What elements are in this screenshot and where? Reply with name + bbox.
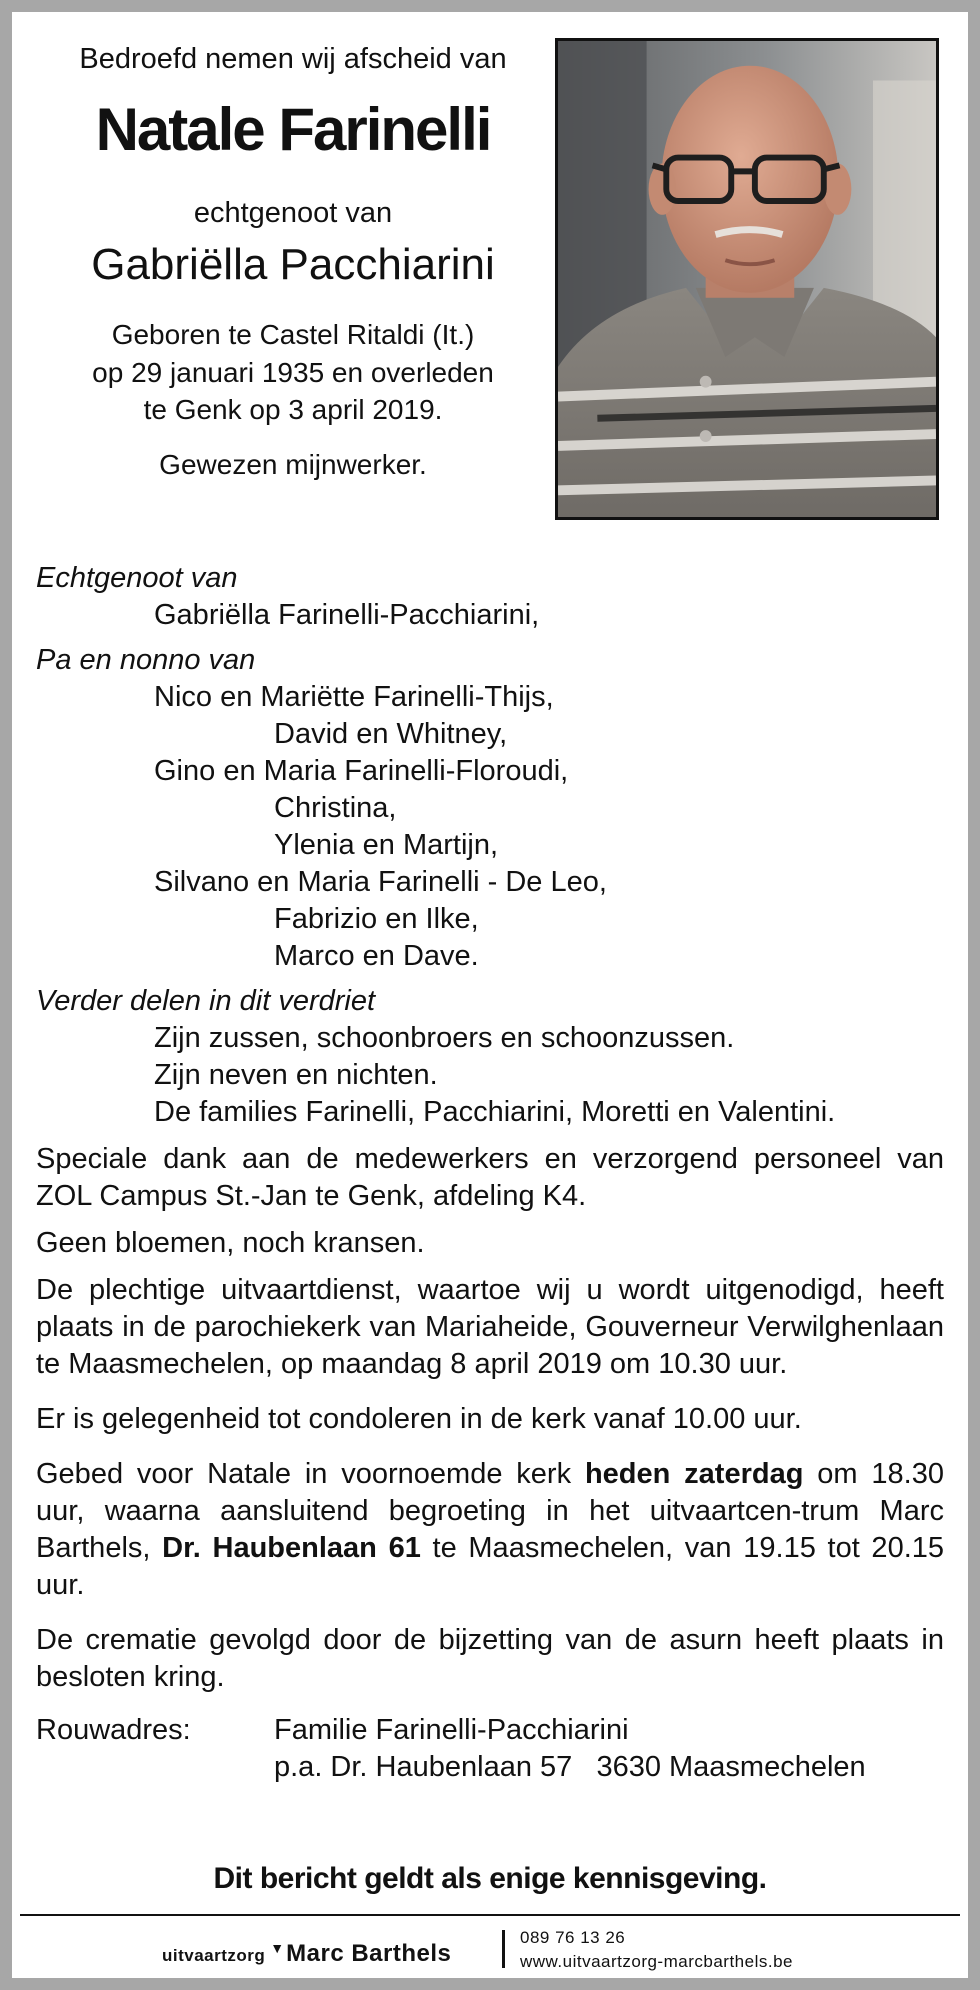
address-line: Familie Farinelli-Pacchiarini xyxy=(274,1714,629,1746)
closing-statement: Dit bericht geldt als enige kennisgeving. xyxy=(213,1862,767,1895)
funeral-home-logo xyxy=(162,1940,451,1968)
thanks-text: Speciale dank aan de medewerkers en verzorgend personeel van ZOL Campus St.-Jan te Genk, afdeling K4. xyxy=(36,1143,944,1212)
deceased-name: Natale Farinelli xyxy=(95,95,491,163)
address-lines xyxy=(274,1712,866,1786)
mourning-address xyxy=(36,1712,944,1786)
spouse-full-name: Gabriëlla Farinelli-Pacchiarini, xyxy=(154,599,540,631)
prayer-part: om 18.30 uur, waarna aansluitend begroeting in het uitvaartcen-trum Marc Barthels, xyxy=(36,1458,944,1564)
grandchild: Marco en Dave. xyxy=(274,940,479,972)
grandchild: Ylenia en Martijn, xyxy=(274,829,499,861)
header-block xyxy=(42,42,544,481)
other-relatives: Zijn neven en nichten. xyxy=(154,1059,438,1091)
prayer-part: te Maasmechelen, van 19.15 tot 20.15 uur. xyxy=(36,1532,945,1601)
address-line: p.a. Dr. Haubenlaan 57 3630 Maasmechelen xyxy=(274,1751,866,1783)
other-relatives: Zijn zussen, schoonbroers en schoonzussen. xyxy=(154,1022,735,1054)
prayer-address: Dr. Haubenlaan 61 xyxy=(162,1532,421,1564)
footer-separator xyxy=(502,1930,505,1968)
children-heading: Pa en nonno van xyxy=(36,644,256,676)
spouse-name: Gabriëlla Pacchiarini xyxy=(91,239,495,289)
flowers-text: Geen bloemen, noch kransen. xyxy=(36,1227,425,1259)
phone-number: 089 76 13 26 xyxy=(520,1928,626,1947)
birth-line: Geboren te Castel Ritaldi (It.) xyxy=(111,318,475,350)
portrait-photo xyxy=(555,38,939,520)
brand-name: Marc Barthels xyxy=(286,1940,452,1967)
birth-line: op 29 januari 1935 en overleden xyxy=(92,356,494,388)
portrait-image xyxy=(558,41,936,517)
obituary-card xyxy=(12,12,968,1978)
prayer-part: Gebed voor Natale in voornoemde kerk xyxy=(36,1458,585,1490)
prayer-text xyxy=(36,1456,944,1604)
condolence-text: Er is gelegenheid tot condoleren in de kerk vanaf 10.00 uur. xyxy=(36,1403,802,1435)
address-label: Rouwadres: xyxy=(36,1714,191,1746)
obituary-body xyxy=(36,560,944,1786)
grandchild: David en Whitney, xyxy=(274,718,508,750)
spouse-heading: Echtgenoot van xyxy=(36,562,238,594)
other-relatives: De families Farinelli, Pacchiarini, Moretti en Valentini. xyxy=(154,1096,836,1128)
contact-info xyxy=(520,1926,793,1974)
child-couple: Nico en Mariëtte Farinelli-Thijs, xyxy=(154,681,554,713)
arrow-down-icon: ▼ xyxy=(270,1940,285,1956)
service-text: De plechtige uitvaartdienst, waartoe wij u wordt uitgenodigd, heeft plaats in de parochiekerk van Mariaheide, Gouverneur Verwilghenlaan te Maasmechelen, op maandag 8 april 2019 om 10.30 uur. xyxy=(36,1274,944,1380)
child-couple: Gino en Maria Farinelli-Floroudi, xyxy=(154,755,569,787)
grandchild: Christina, xyxy=(274,792,397,824)
cremation-text: De crematie gevolgd door de bijzetting van de asurn heeft plaats in besloten kring. xyxy=(36,1624,944,1693)
birth-details xyxy=(42,316,544,429)
child-couple: Silvano en Maria Farinelli - De Leo, xyxy=(154,866,607,898)
intro-text: Bedroefd nemen wij afscheid van xyxy=(79,43,507,75)
spouse-label: echtgenoot van xyxy=(193,196,393,229)
birth-line: te Genk op 3 april 2019. xyxy=(143,394,443,426)
others-heading: Verder delen in dit verdriet xyxy=(36,985,376,1017)
grandchild: Fabrizio en Ilke, xyxy=(274,903,479,935)
profession: Gewezen mijnwerker. xyxy=(159,449,427,481)
website-link[interactable]: www.uitvaartzorg-marcbarthels.be xyxy=(520,1952,793,1971)
footer-divider xyxy=(20,1914,960,1916)
prayer-date: heden zaterdag xyxy=(584,1458,804,1490)
funeral-home-footer xyxy=(12,1924,968,1974)
brand-small-text: uitvaartzorg xyxy=(162,1946,266,1965)
